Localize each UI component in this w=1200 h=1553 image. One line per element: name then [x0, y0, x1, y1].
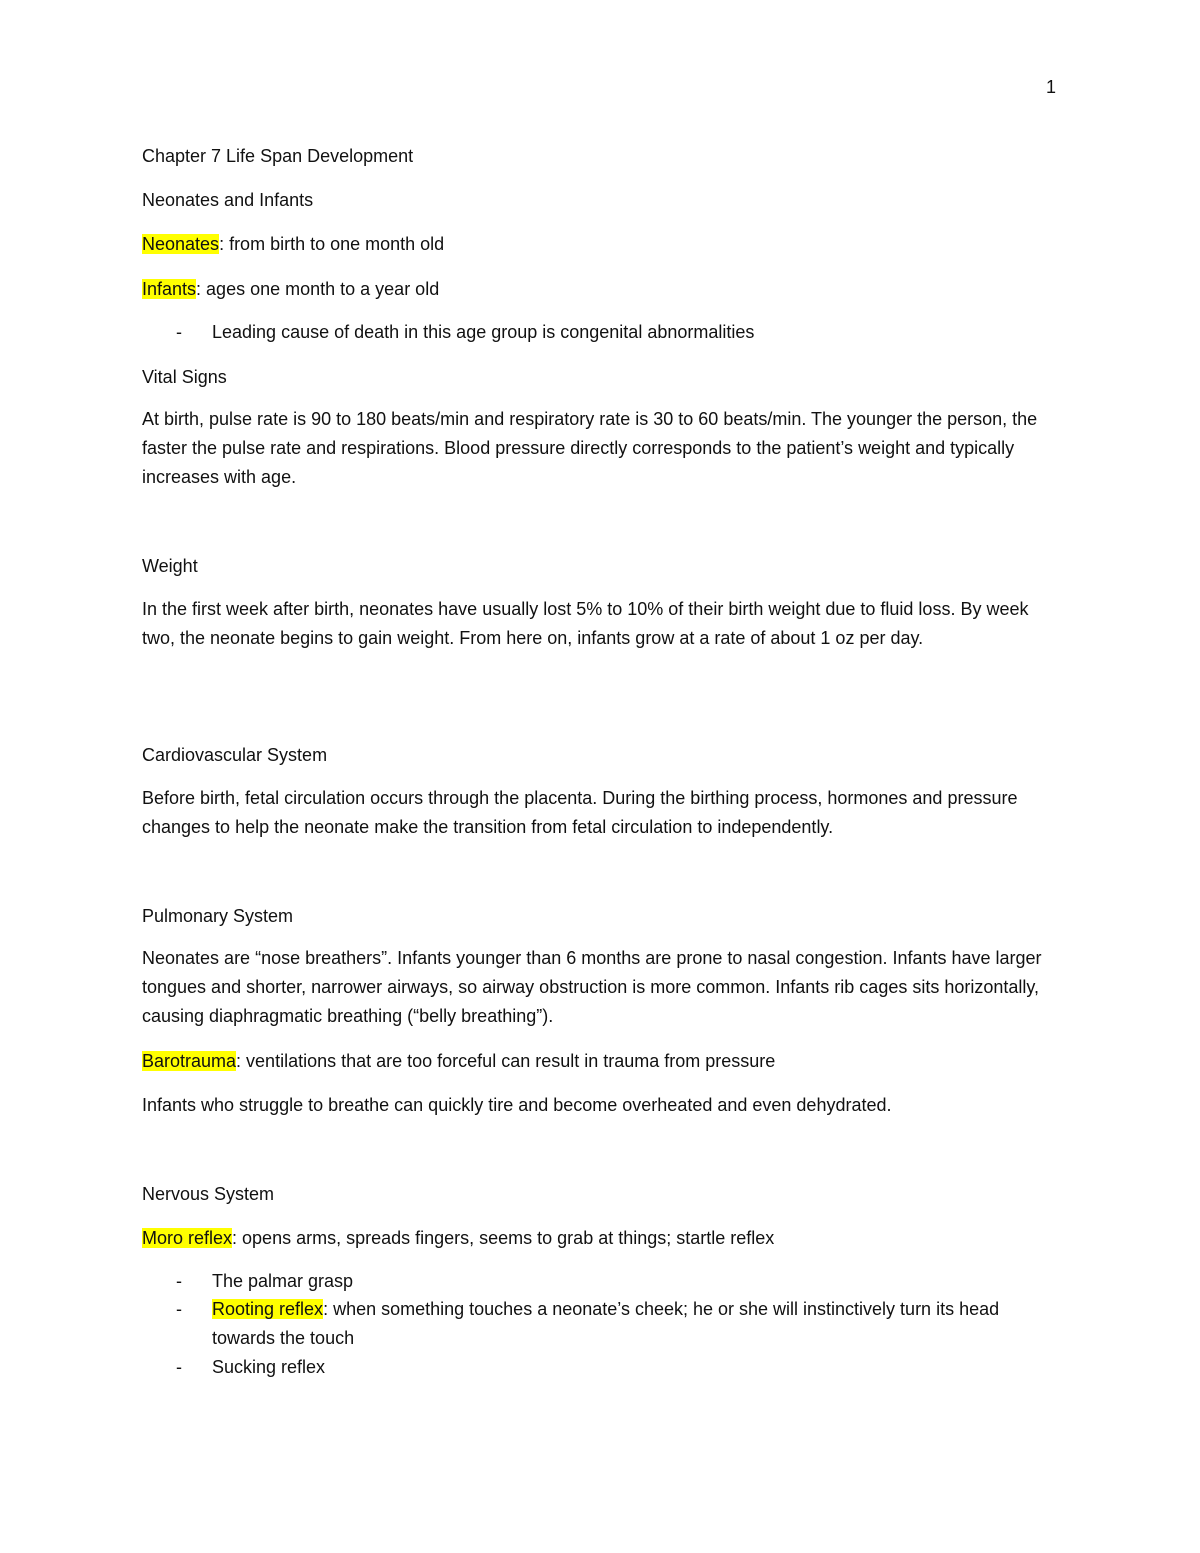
bullet-dash: - — [176, 322, 182, 342]
bullet-dash: - — [176, 1299, 182, 1319]
page-number: 1 — [1046, 77, 1057, 97]
paragraph-pulmonary: Neonates are “nose breathers”. Infants younger than 6 months are prone to nasal congestion. Infants have larger tongues and shorter, narrower airways, so airway obstruction is more common. Infants rib cages sits horizontally, causing diaphragmatic breathing (“belly breathing”). — [142, 948, 1042, 1026]
definition-text: : when something touches a neonate’s cheek; he or she will instinctively turn its head towards the touch — [212, 1299, 1000, 1348]
highlighted-term: Infants — [142, 279, 197, 299]
bullet-dash: - — [176, 1357, 182, 1377]
list-item: Leading cause of death in this age group is congenital abnormalities — [212, 322, 755, 342]
paragraph-cardiovascular: Before birth, fetal circulation occurs through the placenta. During the birthing process, hormones and pressure changes to help the neonate make the transition from fetal circulation to independently. — [142, 788, 1018, 837]
bullet-dash: - — [176, 1271, 182, 1291]
document-title: Chapter 7 Life Span Development — [142, 146, 414, 166]
definition-infants — [142, 278, 1062, 300]
paragraph-pulmonary-2: Infants who struggle to breathe can quickly tire and become overheated and even dehydrated. — [142, 1095, 892, 1115]
list-item: The palmar grasp — [212, 1271, 354, 1291]
definition-text: : ages one month to a year old — [196, 279, 440, 299]
definition-barotrauma — [142, 1050, 1062, 1072]
highlighted-term: Moro reflex — [142, 1228, 233, 1248]
highlighted-term: Neonates — [142, 234, 220, 254]
section-heading-vital-signs: Vital Signs — [142, 367, 227, 387]
section-heading-nervous: Nervous System — [142, 1184, 275, 1204]
paragraph-weight: In the first week after birth, neonates have usually lost 5% to 10% of their birth weight due to fluid loss. By week two, the neonate begins to gain weight. From here on, infants grow at a rate of about 1 oz per day. — [142, 599, 1029, 648]
section-heading-neonates-infants: Neonates and Infants — [142, 190, 314, 210]
section-heading-pulmonary: Pulmonary System — [142, 906, 294, 926]
definition-text: : ventilations that are too forceful can result in trauma from pressure — [236, 1051, 776, 1071]
list-item-rooting-reflex — [212, 1295, 1062, 1353]
paragraph-vital-signs: At birth, pulse rate is 90 to 180 beats/min and respiratory rate is 30 to 60 beats/min. The younger the person, the faster the pulse rate and respirations. Blood pressure directly corresponds to the patient’s weight and typically increases with age. — [142, 409, 1038, 487]
definition-neonates — [142, 233, 1062, 255]
definition-text: : opens arms, spreads fingers, seems to grab at things; startle reflex — [232, 1228, 775, 1248]
highlighted-term: Rooting reflex — [212, 1299, 324, 1319]
list-item: Sucking reflex — [212, 1357, 326, 1377]
definition-moro-reflex — [142, 1227, 1062, 1249]
definition-text: : from birth to one month old — [219, 234, 445, 254]
section-heading-cardiovascular: Cardiovascular System — [142, 745, 328, 765]
highlighted-term: Barotrauma — [142, 1051, 237, 1071]
section-heading-weight: Weight — [142, 556, 198, 576]
